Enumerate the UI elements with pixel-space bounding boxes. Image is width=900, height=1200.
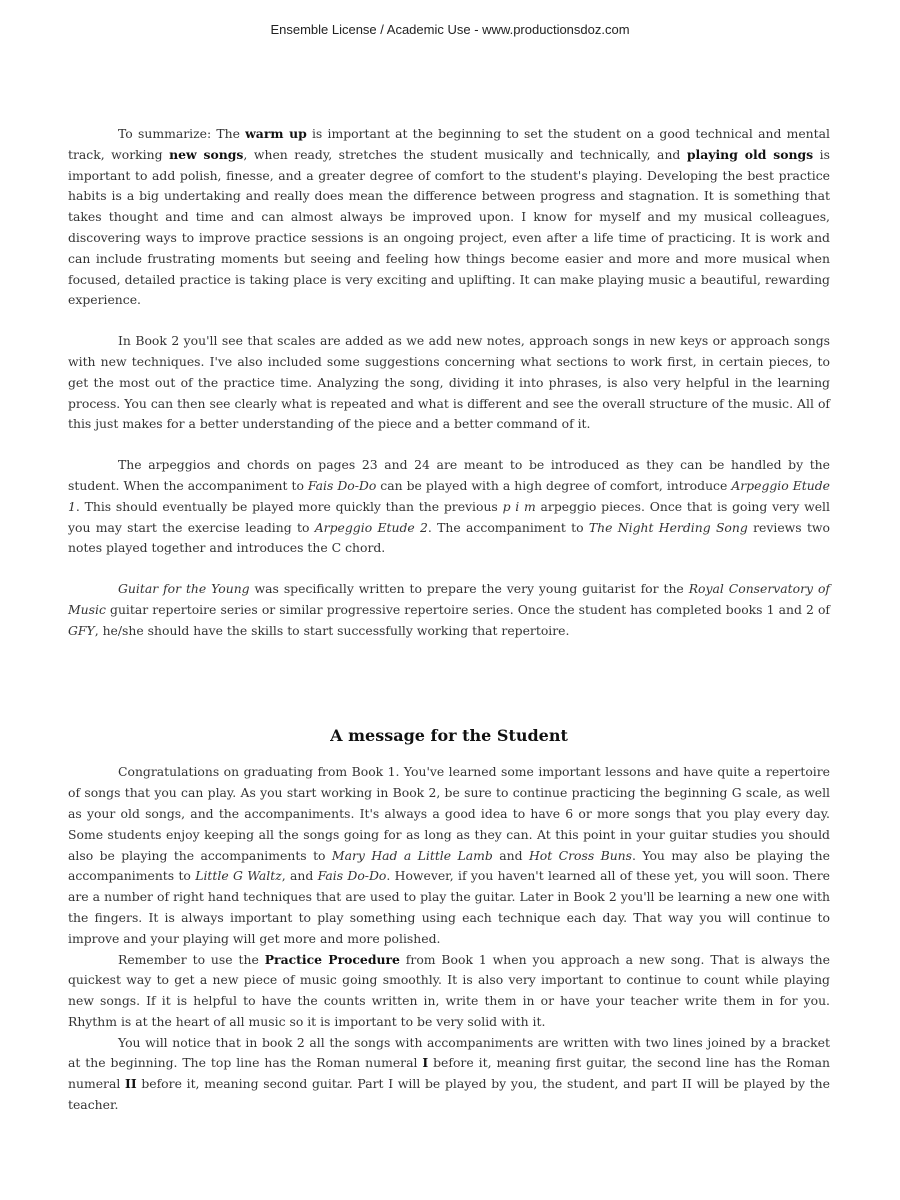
finger-pattern: p i m [502,498,536,514]
book2-scales-paragraph: In Book 2 you'll see that scales are added as we add new notes, approach songs in new keys or approach songs with new techniques. I've also included some suggestions concerning what sections to work first, in certain pieces, to get the most out of the practice time. Analyzing the song, dividing it into phrases, is also very helpful in the learning process. You can then see clearly what is repeated and what is different and see the overall structure of the music. All of this just makes for a better understanding of the piece and a better command of it. [68,333,830,432]
text-run: Congratulations on graduating from Book 1. You've learned some important lessons and have quite a repertoire of songs that you can play. As you start working in Book 2, be sure to continue practicing the beginning G scale, as well as your old songs, and the accompaniments. It's always a good idea to have 6 or more songs that you play every day. Some students enjoy keeping all the songs going for as long as they can. At this point in your guitar studies you should also be playing the accompaniments to [68,764,830,863]
arpeggios-paragraph [68,455,830,559]
text-run: , he/she should have the skills to start successfully working that repertoire. [94,622,570,638]
song-title: Little G Waltz [195,868,282,884]
congratulations-paragraph [68,762,830,949]
institution-name: Royal Conservatory of Music [68,581,831,617]
song-title: Fais Do-Do [307,477,377,493]
text-run: before it, meaning first guitar, the second line has the Roman numeral [68,1055,830,1092]
text-run: is important at the beginning to set the student on a good technical and mental track, working [68,126,830,162]
song-title: Arpeggio Etude 2 [314,519,428,535]
song-title: Fais Do-Do [317,868,387,884]
page-body [68,124,830,1116]
book-title: Guitar for the Young [118,581,250,597]
text-run: . This should eventually be played more quickly than the previous [75,498,503,514]
text-run: can be played with a high degree of comfort, introduce [376,477,732,493]
song-title: Mary Had a Little Lamb [331,847,493,863]
bold-term-practice-procedure: Practice Procedure [264,951,400,967]
text-run: The arpeggios and chords on pages 23 and 24 are meant to be introduced as they can be handled by the student. When the accompaniment to [68,457,830,493]
text-run: is important to add polish, finesse, and a greater degree of comfort to the student's playing. Developing the best practice habits is a big undertaking and really does mean the difference between progress and stagnation. It is something that takes thought and time and can almost always be improved upon. I know for myself and my musical colleagues, discovering ways to improve practice sessions is an ongoing project, even after a life time of practicing. It is work and can include frustrating moments but seeing and feeling how things become easier and more and more musical when focused, detailed practice is taking place is very exciting and uplifting. It can make playing music a beautiful, rewarding experience. [68,146,830,308]
text-run: , and [281,868,318,884]
text-run: . You may also be playing the accompaniments to [68,847,830,884]
text-run: . The accompaniment to [427,519,589,535]
roman-numeral-one: I [422,1055,429,1071]
practice-procedure-paragraph [68,950,830,1033]
text-run: guitar repertoire series or similar progressive repertoire series. Once the student has completed books 1 and 2 of [105,601,830,617]
bold-term-new-songs: new songs [169,146,244,162]
song-title: Arpeggio Etude 1 [68,477,830,514]
roman-numeral-two: II [125,1076,137,1092]
song-title: The Night Herding Song [588,519,748,535]
text-run: , when ready, stretches the student musically and technically, and [243,146,687,162]
book-abbreviation: GFY [68,622,95,638]
song-title: Hot Cross Buns [528,847,633,863]
summary-paragraph [68,124,830,311]
text-run: was specifically written to prepare the very young guitarist for the [249,581,689,597]
bold-term-warm-up: warm up [245,126,307,141]
accompaniments-paragraph [68,1033,830,1116]
text-run: from Book 1 when you approach a new song. That is always the quickest way to get a new piece of music going smoothly. It is also very important to continue to count while playing new songs. If it is helpful to have the counts written in, write them in or have your teacher write them in for you. Rhythm is at the heart of all music so it is important to be very solid with it. [68,951,830,1029]
section-title: A message for the Student [330,725,568,745]
text-run: You will notice that in book 2 all the songs with accompaniments are written with two lines joined by a bracket at the beginning. The top line has the Roman numeral [68,1034,830,1071]
text-run: . However, if you haven't learned all of these yet, you will soon. There are a number of right hand techniques that are used to play the guitar. Later in Book 2 you'll be learning a new one with the fingers. It is always important to play something using each technique each day. That way you will continue to improve and your playing will get more and more polished. [68,868,830,946]
text-run: To summarize: The [118,126,246,141]
text-run: Remember to use the [118,951,265,967]
text-run: and [492,847,529,863]
text-run: before it, meaning second guitar. Part I will be played by you, the student, and part II will be played by the teacher. [68,1076,830,1113]
gfy-paragraph [68,579,830,641]
bold-term-playing-old-songs: playing old songs [686,146,814,162]
text-run: reviews two notes played together and introduces the C chord. [68,519,830,556]
license-header: Ensemble License / Academic Use - www.productionsdoz.com [270,22,630,37]
text-run: arpeggio pieces. Once that is going very well you may start the exercise leading to [68,498,830,535]
